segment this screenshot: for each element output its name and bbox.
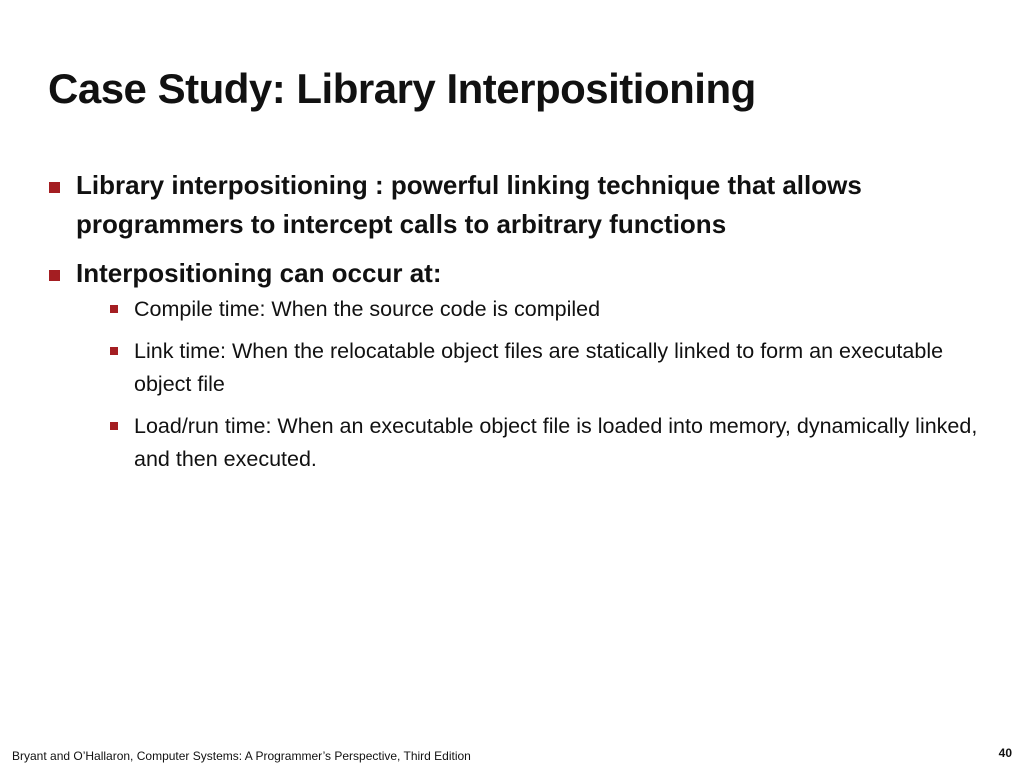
bullet-text: Library interpositioning : powerful linking technique that allows programmers to intercept calls to arbitrary functions bbox=[76, 170, 862, 239]
footer-citation: Bryant and O’Hallaron, Computer Systems: A Programmer’s Perspective, Third Edition bbox=[12, 749, 471, 763]
bullet-list bbox=[48, 166, 988, 486]
sub-bullet-item bbox=[106, 293, 988, 326]
bullet-text: Interpositioning can occur at: bbox=[76, 258, 442, 288]
square-bullet-icon bbox=[110, 422, 118, 430]
slide-title: Case Study: Library Interpositioning bbox=[48, 65, 756, 112]
sub-bullet-item bbox=[106, 410, 988, 476]
square-bullet-icon bbox=[110, 305, 118, 313]
bullet-item bbox=[48, 166, 988, 244]
sub-bullet-list bbox=[106, 293, 988, 476]
sub-bullet-text: Load/run time: When an executable object file is loaded into memory, dynamically linked, and then executed. bbox=[134, 414, 978, 471]
sub-bullet-text: Link time: When the relocatable object files are statically linked to form an executable object file bbox=[134, 339, 944, 396]
sub-bullet-item bbox=[106, 335, 988, 401]
page-number: 40 bbox=[998, 746, 1012, 760]
square-bullet-icon bbox=[49, 182, 60, 193]
bullet-item bbox=[48, 254, 988, 476]
square-bullet-icon bbox=[49, 270, 60, 281]
sub-bullet-text: Compile time: When the source code is compiled bbox=[134, 297, 601, 321]
square-bullet-icon bbox=[110, 347, 118, 355]
